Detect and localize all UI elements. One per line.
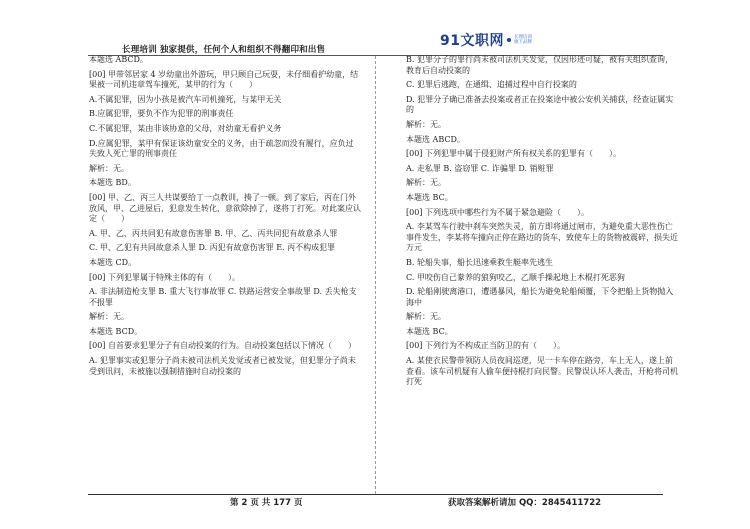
right-paragraph: B. 犯罪分子的罪行尚未被司法机关发觉，仅因形迹可疑，被有关组织查询，教育后自动投案的	[406, 55, 673, 75]
right-paragraph: D. 犯罪分子确已准备去投案或者正在投案途中被公安机关捕获，经查证属实的	[406, 94, 674, 115]
logo-dot-icon	[507, 38, 511, 42]
right-paragraph: [00] 下列犯罪中属于侵犯财产所有权关系的犯罪有（ ）。	[406, 149, 621, 159]
right-paragraph: 解析：无。	[406, 178, 446, 188]
left-paragraph: A.不属犯罪，因为小孩是被汽车司机撞死，与某甲无关	[89, 94, 282, 104]
logo-slogan	[514, 35, 532, 46]
left-column	[89, 55, 361, 381]
left-paragraph: 本题选 BD。	[89, 178, 136, 188]
left-paragraph: 解析：无。	[89, 163, 129, 173]
footer-rule	[88, 494, 663, 495]
left-paragraph: 本题选 ABCD。	[89, 55, 148, 64]
left-paragraph: C.不属犯罪，某由非该协意的父母，对幼童无看护义务	[89, 123, 282, 133]
right-paragraph: [00] 下列行为不构成正当防卫的有（ ）。	[406, 341, 565, 351]
site-logo	[440, 30, 532, 50]
right-paragraph: 本题选 BC。	[406, 326, 453, 336]
logo-text: 91文职网	[440, 33, 504, 49]
left-paragraph: D.应属犯罪，某甲有保证该幼童安全的义务，由于疏忽而没有履行，应负过失致人死亡罪的刑事责任	[89, 138, 354, 159]
right-paragraph: D. 轮船刚驶离港口，遭遇暴风，船长为避免轮船倾覆，下令把船上货物抛入海中	[406, 287, 674, 307]
page-number: 第 2 页 共 177 页	[230, 498, 303, 508]
left-paragraph: 本题选 BCD。	[89, 326, 143, 336]
left-paragraph: [00] 甲、乙、丙三人共谋要给丁一点教训，揍了一顿。到了家后，丙在门外放风，甲、乙进屋后，犯意发生转化，意欲除掉了，遂将丁打死。对此案应认定（ ）	[89, 192, 361, 224]
left-paragraph: A. 非法制造枪支罪 B. 重大飞行事故罪 C. 铁路运营安全事故罪 D. 丢失枪支不报罪	[89, 287, 357, 307]
right-column	[406, 55, 678, 392]
right-paragraph: A. 李某驾车行驶中刹车突然失灵，前方即将通过闸市，为避免重大恶性伤亡事件发生，李某将车撞向正停在路边的货车，致使车上的货物被震碎，损失近万元	[406, 222, 678, 253]
right-paragraph: [00] 下列选项中哪些行为不属于紧急避险（ ）。	[406, 207, 589, 217]
left-paragraph: [00] 甲带邻居家 4 岁幼童出外游玩，甲只顾自己玩耍，未仔细看护幼童，结果被一司机违章驾车撞死，某甲的行为（ ）	[89, 69, 359, 90]
contact-info: 获取答案解析请加 QQ：2845411722	[448, 498, 602, 508]
left-paragraph: A. 甲、乙、丙共同犯有故意伤害罪 B. 甲、乙、丙共同犯有故意杀人罪	[89, 228, 338, 238]
left-paragraph: A. 犯罪事实或犯罪分子尚未被司法机关发觉或者已被发觉，但犯罪分子尚未受到讯问，未被施以强制措施时自动投案的	[89, 356, 356, 376]
column-divider	[375, 56, 376, 494]
logo-slogan-line-1: 长理培训	[513, 34, 532, 40]
right-paragraph: B. 轮船失事，船长迅速乘救生艇率先逃生	[406, 257, 553, 267]
right-paragraph: 本题选 BC。	[406, 192, 453, 202]
left-paragraph: C. 甲、乙犯有共同故意杀人罪 D. 丙犯有故意伤害罪 E. 丙不构成犯罪	[89, 243, 336, 253]
left-paragraph: [00] 自首要求犯罪分子有自动投案的行为。自动投案包括以下情况（ ）	[89, 341, 356, 351]
left-paragraph: 解析：无。	[89, 312, 129, 322]
left-paragraph: B.应属犯罪，要负不作为犯罪的刑事责任	[89, 109, 234, 119]
left-paragraph: 本题选 CD。	[89, 257, 137, 267]
right-paragraph: C. 犯罪后逃跑，在通缉、追捕过程中自行投案的	[406, 80, 577, 90]
left-paragraph: [00] 下列犯罪属于特殊主体的有（ ）。	[89, 272, 240, 282]
logo-slogan-line-2: 旗下品牌	[513, 40, 532, 45]
right-paragraph: C. 甲咬伤自己豢养的狼狗咬乙，乙顺手操起地上木棍打死恶狗	[406, 272, 625, 282]
right-paragraph: A. 走私罪 B. 盗窃罪 C. 诈骗罪 D. 销赃罪	[406, 163, 554, 173]
right-paragraph: 解析：无。	[406, 119, 446, 129]
right-paragraph: 解析：无。	[406, 312, 446, 322]
right-paragraph: 本题选 ABCD。	[406, 134, 465, 144]
header-note: 长理培训 独家提供，任何个人和组织不得翻印和出售	[122, 45, 326, 55]
right-paragraph: A. 某使衣民警带领防人员夜间巡逻，见一卡车停在路旁，车上无人，遂上前查看。该车司机疑有人偷车便持棍打向民警。民警误认坏人袭击，开枪将司机打死	[406, 356, 678, 387]
